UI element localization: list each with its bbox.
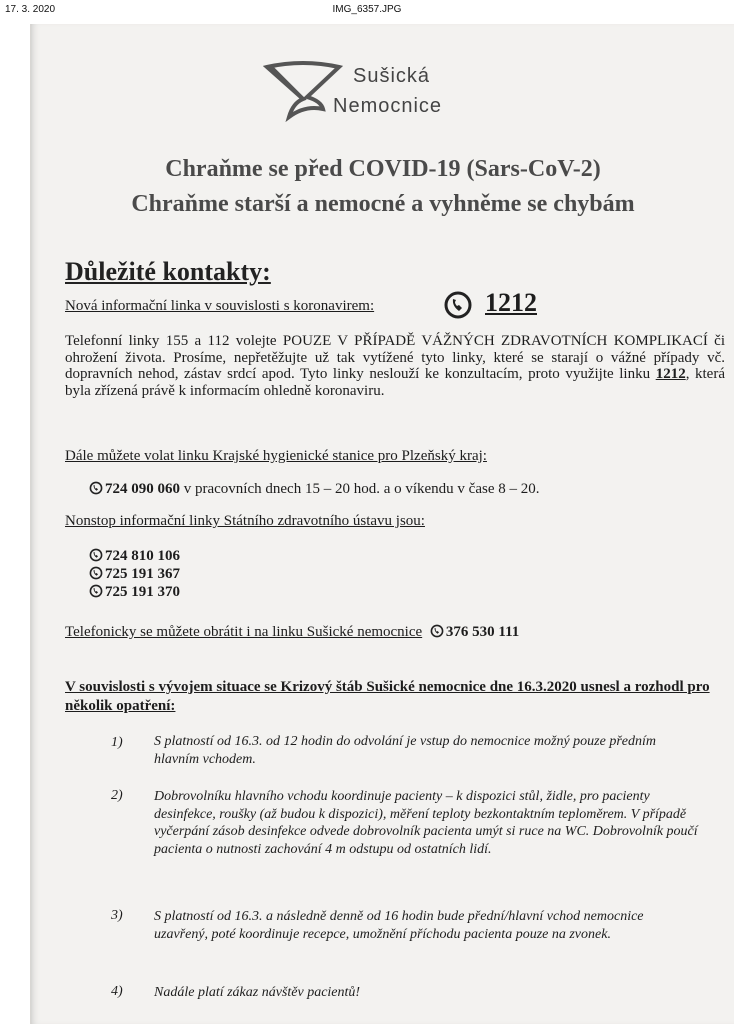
regional-hours: v pracovních dnech 15 – 20 hod. a o víkendu v čase 8 – 20. bbox=[180, 481, 540, 497]
measure-text-3: S platností od 16.3. a následně denně od 16 hodin bude přední/hlavní vchod nemocnice uzavřený, poté koordinuje recepce, umožnění příchodu pacienta pouze na zvonek. bbox=[154, 909, 644, 942]
print-date: 17. 3. 2020 bbox=[5, 4, 56, 15]
phone-icon bbox=[89, 481, 103, 495]
info-line-label: Nová informační linka v souvislosti s koronavirem: bbox=[65, 298, 375, 314]
hospital-logo-icon bbox=[263, 57, 343, 127]
info-line-number bbox=[443, 288, 583, 322]
emergency-text-2: , která byla zřízená právě k informacím ohledně koronaviru. bbox=[65, 366, 725, 399]
phone-icon bbox=[89, 548, 103, 562]
title-line2: Chraňme starší a nemocné a vyhněme se chybám bbox=[131, 191, 635, 217]
nonstop-number-1: 724 810 106 bbox=[89, 548, 180, 565]
emergency-text-1: Telefonní linky 155 a 112 volejte POUZE V PŘÍPADĚ VÁŽNÝCH ZDRAVOTNÍCH KOMPLIKACÍ či ohrožení života. Prosíme, nepřetěžujte už tak vytížené tyto linky, které se starají o vážné případy vč. dopravních nehod, zástav srdcí apod. Tyto linky neslouží ke konzultacím, proto využijte linku bbox=[65, 333, 725, 382]
nonstop-label: Nonstop informační linky Státního zdravotního ústavu jsou: bbox=[65, 513, 425, 529]
print-header bbox=[0, 0, 734, 22]
measure-number-1: 1) bbox=[111, 735, 123, 750]
hospital-number: 376 530 111 bbox=[445, 624, 520, 640]
document-page bbox=[30, 24, 734, 1024]
measure-text-1: S platností od 16.3. od 12 hodin do odvolání je vstup do nemocnice možný pouze předním hlavním vchodem. bbox=[154, 734, 656, 767]
hospital-line-label: Telefonicky se můžete obrátit i na linku Sušické nemocnice bbox=[65, 624, 423, 640]
measures-heading: V souvislosti s vývojem situace se Krizový štáb Sušické nemocnice dne 16.3.2020 usnesl a rozhodl pro několik opatření: bbox=[65, 679, 710, 714]
emergency-number: 1212 bbox=[655, 366, 686, 382]
contacts-heading: Důležité kontakty: bbox=[65, 257, 271, 286]
regional-number: 724 090 060 bbox=[105, 481, 180, 497]
print-filename: IMG_6357.JPG bbox=[332, 4, 402, 15]
phone-icon bbox=[89, 584, 103, 598]
phone-icon bbox=[443, 290, 473, 320]
regional-label: Dále můžete volat linku Krajské hygienické stanice pro Plzeňský kraj: bbox=[65, 448, 487, 464]
logo-line1: Sušická bbox=[353, 65, 431, 87]
nonstop-number-3: 725 191 370 bbox=[89, 584, 180, 601]
regional-line bbox=[89, 481, 540, 498]
nonstop-number-2: 725 191 367 bbox=[89, 566, 180, 583]
measure-number-2: 2) bbox=[111, 788, 123, 803]
phone-icon bbox=[89, 566, 103, 580]
title-line1: Chraňme se před COVID-19 (Sars-CoV-2) bbox=[165, 156, 601, 182]
logo-line2: Nemocnice bbox=[333, 95, 443, 117]
phone-icon bbox=[430, 624, 444, 638]
hospital-line bbox=[65, 624, 519, 641]
measure-number-4: 4) bbox=[111, 984, 123, 999]
measure-number-3: 3) bbox=[111, 908, 123, 923]
emergency-paragraph bbox=[65, 333, 725, 399]
measure-text-4: Nadále platí zákaz návštěv pacientů! bbox=[154, 985, 361, 1000]
hospital-logo bbox=[263, 57, 493, 127]
info-number: 1212 bbox=[485, 288, 537, 317]
measure-text-2: Dobrovolníku hlavního vchodu koordinuje pacienty – k dispozici stůl, židle, pro pacienty desinfekce, roušky (až budou k dispozici), měření teploty bezkontaktním teploměrem. V případě vyčerpání zásob desinfekce odvede dobrovolník pacienta umýt si ruce na WC. Dobrovolník poučí pacienta o nutnosti zachování 4 m odstupu od ostatních lidí. bbox=[154, 789, 698, 857]
